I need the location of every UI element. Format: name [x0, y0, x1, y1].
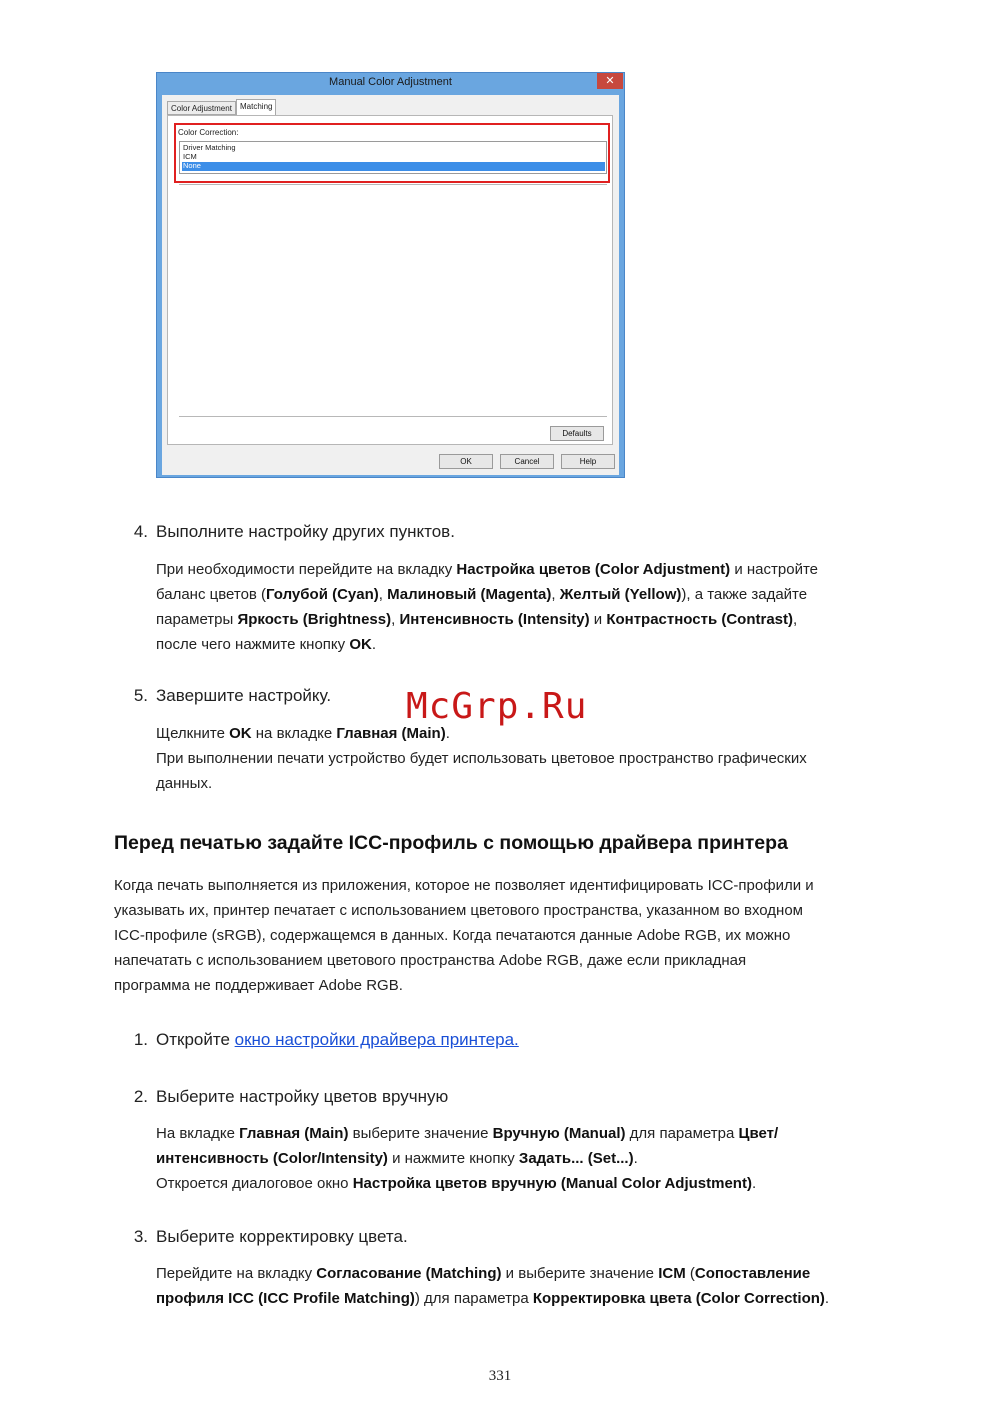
color-correction-label: Color Correction: [178, 128, 239, 137]
ok-button[interactable]: OK [439, 454, 493, 469]
dialog-title: Manual Color Adjustment [329, 76, 452, 88]
dialog-client-area [162, 95, 619, 475]
divider [179, 416, 607, 417]
tab-matching[interactable]: Matching [236, 99, 276, 116]
step-number: 5. [133, 686, 148, 705]
defaults-button[interactable]: Defaults [550, 426, 604, 441]
section-heading: Перед печатью задайте ICC-профиль с помощью драйвера принтера [114, 832, 788, 854]
step-number: 2. [133, 1087, 148, 1106]
step-number: 3. [133, 1227, 148, 1246]
step-4-paragraph: При необходимости перейдите на вкладку Настройка цветов (Color Adjustment) и настройте баланс цветов (Голубой (Cyan), Малиновый (Magenta), Желтый (Yellow)), а также задайте параметры Яркость (Brightness), Интенсивность (Intensity) и Контрастность (Contrast), после чего нажмите кнопку OK. [156, 561, 818, 653]
page-number: 331 [488, 1368, 512, 1384]
step-title: Выберите корректировку цвета. [156, 1227, 408, 1246]
step-3-paragraph: Перейдите на вкладку Согласование (Matching) и выберите значение ICM (Сопоставление профиля ICC (ICC Profile Matching)) для параметра Корректировка цвета (Color Correction). [156, 1265, 830, 1307]
step-number: 1. [133, 1030, 148, 1049]
tab-color-adjustment[interactable]: Color Adjustment [167, 101, 236, 115]
driver-settings-link[interactable]: окно настройки драйвера принтера. [234, 1030, 519, 1049]
section-body: Когда печать выполняется из приложения, которое не позволяет идентифицировать ICC-профили и указывать их, принтер печатает с использованием цветового пространства, указанном во входном ICC-профиле (sRGB), содержащемся в данных. Когда печатаются данные Adobe RGB, их можно напечатать с использованием цветового пространства Adobe RGB, даже если прикладная программа не поддерживает Adobe RGB. [114, 877, 814, 994]
list-item-none[interactable]: None [182, 162, 605, 171]
dialog-titlebar [157, 73, 624, 93]
watermark: McGrp.Ru [406, 686, 588, 727]
close-icon[interactable]: ✕ [597, 73, 623, 89]
divider [179, 184, 607, 185]
list-item-driver-matching[interactable]: Driver Matching [183, 143, 236, 152]
step-title: Выполните настройку других пунктов. [156, 522, 455, 541]
step-title: Выберите настройку цветов вручную [156, 1087, 449, 1106]
step-title: Завершите настройку. [156, 686, 332, 705]
cancel-button[interactable]: Cancel [500, 454, 554, 469]
step-title: Откройте окно настройки драйвера принтера. [156, 1030, 519, 1049]
color-correction-listbox[interactable] [179, 141, 607, 174]
manual-color-adjustment-dialog [156, 72, 625, 478]
list-item-icm[interactable]: ICM [183, 152, 197, 161]
help-button[interactable]: Help [561, 454, 615, 469]
step-2-paragraph: На вкладке Главная (Main) выберите значение Вручную (Manual) для параметра Цвет/ интенсивность (Color/Intensity) и нажмите кнопку Задать... (Set...). Откроется диалоговое окно Настройка цветов вручную (Manual Color Adjustment). [156, 1125, 779, 1192]
step-5-paragraph: Щелкните OK на вкладке Главная (Main). При выполнении печати устройство будет использовать цветовое пространство графических данных. [156, 725, 807, 792]
step-number: 4. [133, 522, 148, 541]
